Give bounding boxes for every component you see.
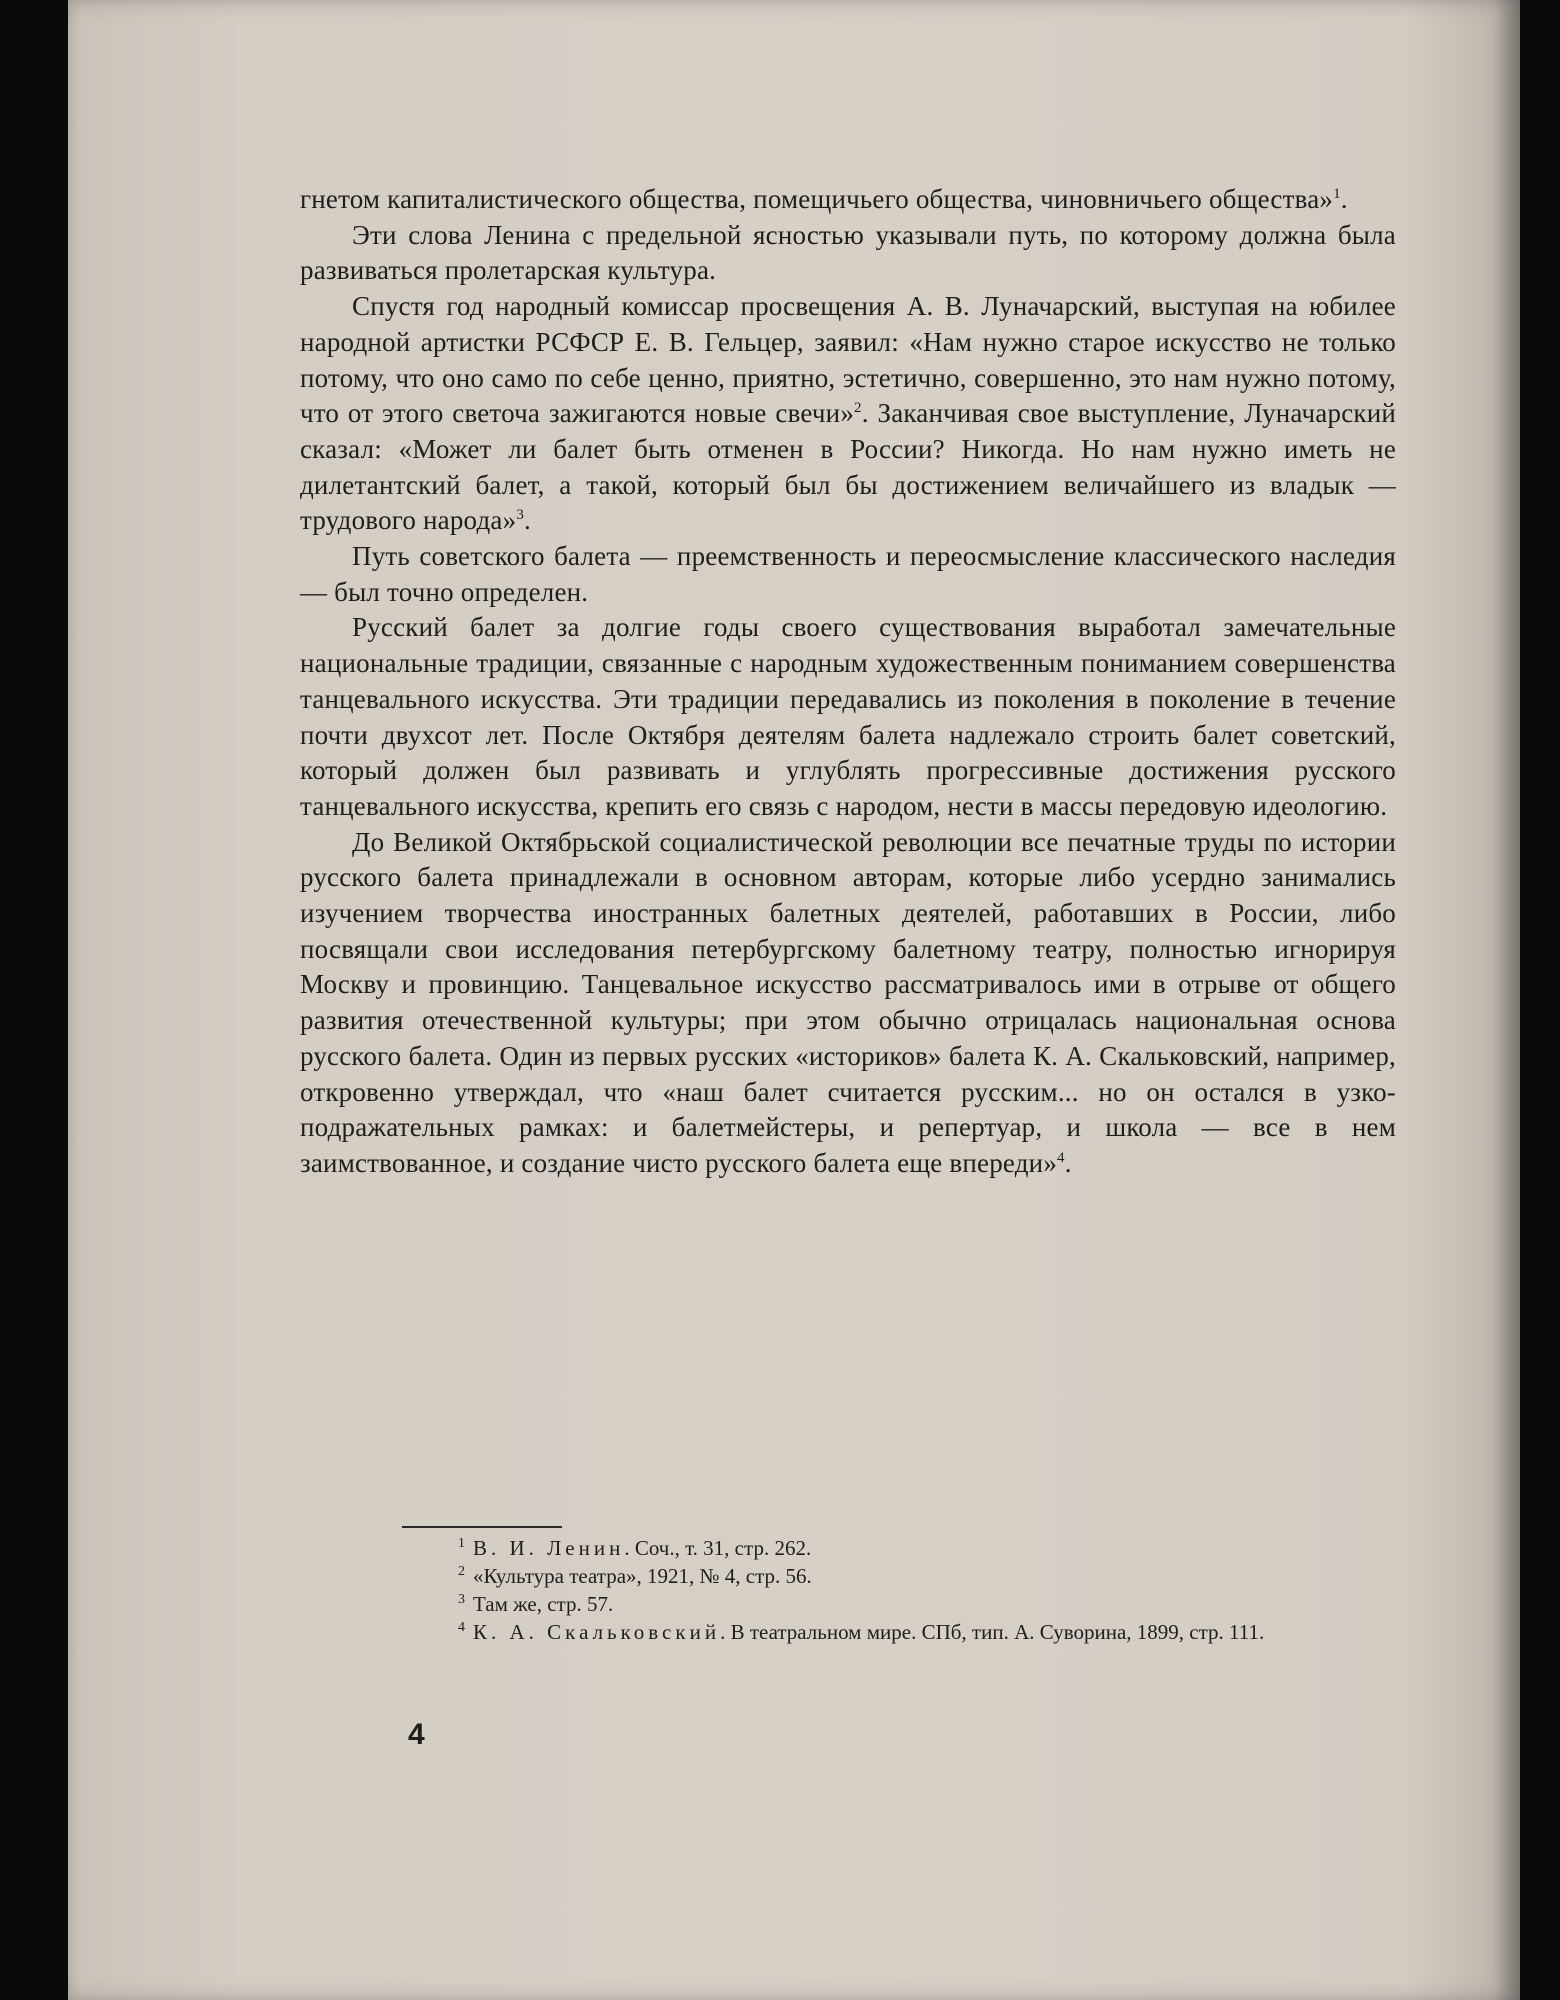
footnote-ref-3: 3 <box>516 507 525 524</box>
footnote-4-number: 4 <box>458 1620 465 1635</box>
paragraph-4-text: Путь советского балета — преемственность и переосмысление классического наследия — был точно определен. <box>300 541 1396 607</box>
footnote-ref-2: 2 <box>854 400 862 417</box>
footnote-1-number: 1 <box>458 1536 465 1551</box>
main-text <box>300 182 1396 1182</box>
paragraph-3: Спустя год народный комиссар просвещения А. В. Луначарский, выступая на юбилее народной артистки РСФСР Е. В. Гельцер, заявил: «Нам нужно старое искусство не только потому, что оно само по себе ценно, приятно, эстетично, совершенно, это нам нужно потому, что от этого светоча зажигаются новые свечи»$^2$. Заканчивая свое выступление, Луначарский сказал: «Может ли балет быть отменен в России? Никогда. Но нам нужно иметь не дилетантский балет, а такой, который был бы достижением величайшего из владык — трудового народа»$^3$. <box>300 291 1396 536</box>
footnotes <box>402 1534 1396 1646</box>
paragraph-1-text: гнетом капиталистического общества, помещичьего общества, чиновничьего общества» <box>300 184 1334 214</box>
footnote-3-number: 3 <box>458 1592 465 1607</box>
page-number: 4 <box>408 1718 425 1751</box>
paragraph-6: До Великой Октябрьской социалистической революции все печатные труды по истории русского балета принадлежали в основном авторам, которые либо усердно занимались изучением творчества иностранных балетных деятелей, работавших в России, либо посвящали свои исследования петербургскому балетному театру, полностью игнорируя Москву и провинцию. Танцевальное искусство рассматривалось ими в отрыве от общего развития отечественной культуры; при этом обычно отрицалась национальная основа русского балета. Один из первых русских «историков» балета К. А. Скальковский, например, откровенно утверждал, что «наш балет считается русским... но он остался в узко-подражательных рамках: и балетмейстеры, и репертуар, и школа — все в нем заимствованное, и создание чисто русского балета еще впереди»$^4$. <box>300 826 1396 1178</box>
footnote-1-author: В. И. Ленин <box>473 1536 625 1560</box>
paragraph-3b-text: Заканчивая свое выступление, Луначарский сказал: «Может ли балет быть отменен в России? Никогда. Но нам нужно иметь не дилетантский балет, а такой, который был бы достижением величайшего из владык — трудового народа» <box>300 398 1396 536</box>
footnote-3 <box>402 1590 1396 1618</box>
paragraph-1: гнетом капиталистического общества, помещичьего общества, чиновничьего общества»$^1$. <box>300 184 1348 214</box>
paragraph-4 <box>300 539 1396 610</box>
footnote-4 <box>402 1618 1396 1646</box>
footnote-4-author: К. А. Скальковский <box>473 1620 721 1644</box>
footnote-ref-4: 4 <box>1057 1149 1065 1166</box>
paragraph-5-text: Русский балет за долгие годы своего существования выработал замечательные национальные традиции, связанные с народным художественным пониманием совершенства танцевального искусства. Эти традиции передавались из поколения в поколение в течение почти двухсот лет. После Октября деятелям балета надлежало строить балет советский, который должен был развивать и углублять прогрессивные достижения русского танцевального искусства, крепить его связь с народом, нести в массы передовую идеологию. <box>300 612 1396 821</box>
paragraph-6-text: До Великой Октябрьской социалистической революции все печатные труды по истории русского балета принадлежали в основном авторам, которые либо усердно занимались изучением творчества иностранных балетных деятелей, работавших в России, либо посвящали свои исследования петербургскому балетному театру, полностью игнорируя Москву и провинцию. Танцевальное искусство рассматривалось ими в отрыве от общего развития отечественной культуры; при этом обычно отрицалась национальная основа русского балета. Один из первых русских «историков» балета К. А. Скальковский, например, откровенно утверждал, что «наш балет считается русским... но он остался в узко-подражательных рамках: и балетмейстеры, и репертуар, и школа — все в нем заимствованное, и создание чисто русского балета еще впереди» <box>300 826 1396 1178</box>
paragraph-5 <box>300 610 1396 824</box>
footnote-ref-1: 1 <box>1333 186 1341 202</box>
paragraph-2-text: Эти слова Ленина с предельной ясностью указывали путь, по которому должна была развиваться пролетарская культура. <box>300 219 1396 286</box>
footnote-1-text: . Соч., т. 31, стр. 262. <box>624 1536 812 1560</box>
footnote-divider <box>402 1526 562 1528</box>
paragraph-2 <box>300 218 1396 289</box>
paragraph-3-text: Спустя год народный комиссар просвещения А. В. Луначарский, выступая на юбилее народной артистки РСФСР Е. В. Гельцер, заявил: «Нам нужно старое искусство не только потому, что оно само по себе ценно, приятно, эстетично, совершенно, это нам нужно потому, что от этого светоча зажигаются новые свечи» <box>300 291 1396 429</box>
footnote-3-text: Там же, стр. 57. <box>473 1592 614 1616</box>
footnote-2 <box>402 1562 1396 1590</box>
footnote-2-number: 2 <box>458 1564 465 1579</box>
footnote-4-text: . В театральном мире. СПб, тип. А. Суворина, 1899, стр. 111. <box>720 1620 1265 1644</box>
footnote-2-text: «Культура театра», 1921, № 4, стр. 56. <box>473 1564 812 1588</box>
page-edge-shadow <box>1494 0 1520 2000</box>
footnote-1 <box>402 1534 1396 1562</box>
